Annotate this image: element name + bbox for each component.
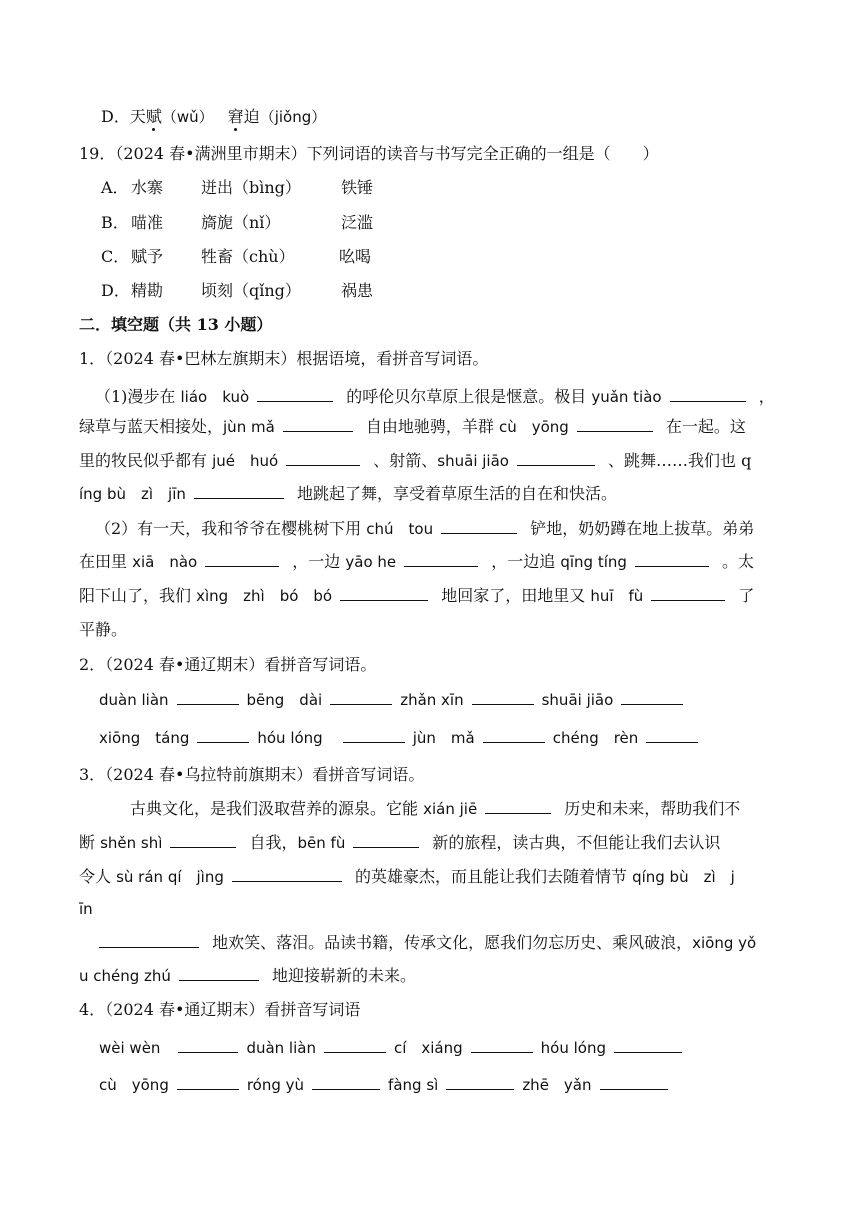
f3-line3 [79, 867, 735, 887]
text: 的呼伦贝尔草原上很是惬意。极目 [341, 387, 592, 406]
dotted-char: 窘 [227, 107, 244, 126]
option-word: 顷刻（qǐng） [201, 281, 301, 300]
answer-blank[interactable] [179, 966, 259, 981]
answer-blank[interactable] [197, 728, 249, 743]
q19-option-b [101, 213, 373, 233]
text: 自我， [244, 833, 298, 852]
f4-stem: 4．（2024 春•通辽期末）看拼音写词语 [79, 1000, 361, 1019]
text: ， [753, 387, 775, 406]
text: 、跳舞……我们也 q [602, 451, 752, 470]
answer-blank[interactable] [340, 586, 428, 601]
option-word: 赋予 [131, 247, 164, 266]
pinyin: qīng tíng [560, 553, 627, 571]
pinyin: shuāi jiāo [437, 452, 509, 470]
word-char: 迫 [243, 107, 260, 126]
f1-p1-line4 [79, 484, 617, 504]
pinyin: yāo he [345, 553, 397, 571]
pinyin: shěn shì [100, 834, 163, 852]
option-label: A． [101, 178, 129, 197]
q19-option-a [101, 178, 373, 198]
option-word: 喵准 [131, 213, 164, 232]
pinyin: róng yù [246, 1076, 305, 1094]
text: 地迎接崭新的未来。 [266, 966, 417, 985]
pinyin: yuǎn tiào [591, 388, 662, 406]
pinyin: liáo kuò [180, 388, 250, 406]
f1-p2-line2 [79, 552, 754, 572]
f1-p1-line1 [95, 387, 775, 407]
f3-line2 [79, 833, 720, 853]
option-word: 吆喝 [339, 247, 372, 266]
answer-blank[interactable] [517, 451, 595, 466]
option-word: 水寨 [131, 178, 164, 197]
text: 新的旅程，读古典，不但能让我们去认识 [427, 833, 721, 852]
pinyin: wèi wèn [99, 1039, 161, 1057]
dotted-char: 赋 [145, 107, 162, 126]
answer-blank[interactable] [194, 484, 284, 499]
pinyin: huī fù [590, 587, 644, 605]
f3-line4 [79, 899, 93, 919]
answer-blank[interactable] [621, 690, 683, 705]
option-word: 迸出（bìng） [201, 178, 301, 197]
pinyin: jùn mǎ [412, 729, 475, 747]
q19-stem: 19．（2024 春•满洲里市期末）下列词语的读音与书写完全正确的一组是（ ） [79, 144, 659, 163]
f2-stem: 2．（2024 春•通辽期末）看拼音写词语。 [79, 655, 377, 674]
option-word: 铁锤 [341, 178, 374, 197]
answer-blank[interactable] [472, 690, 534, 705]
pinyin: jué huó [212, 452, 279, 470]
option-word: 旖旎（nǐ） [201, 213, 281, 232]
f4-row1 [99, 1038, 690, 1058]
text: 的英雄豪杰，而且能让我们去随着情节 [349, 867, 633, 886]
pinyin: hóu lóng [257, 729, 323, 747]
text: 令人 [79, 867, 117, 886]
pinyin: chéng rèn [552, 729, 639, 747]
f1-p2-line1 [95, 519, 754, 539]
answer-blank[interactable] [312, 1075, 380, 1090]
option-word: 泛滥 [341, 213, 374, 232]
f1-stem: 1．（2024 春•巴林左旗期末）根据语境，看拼音写词语。 [79, 349, 489, 368]
pinyin: īn [79, 900, 93, 918]
answer-blank[interactable] [577, 417, 653, 432]
text: 、射箭、 [368, 451, 438, 470]
option-label: C． [101, 247, 130, 266]
pinyin: chú tou [366, 520, 434, 538]
answer-blank[interactable] [485, 799, 551, 814]
answer-blank[interactable] [232, 867, 342, 882]
pinyin: xiā nào [132, 553, 198, 571]
pinyin: （jiǒng） [259, 108, 327, 126]
f4-row2 [99, 1075, 676, 1095]
pinyin: u chéng zhú [79, 967, 171, 985]
pinyin: bēng dài [246, 691, 323, 709]
f2-row1 [99, 690, 691, 710]
text: ，一边追 [486, 552, 561, 571]
text: 铲地，奶奶蹲在地上拔草。弟弟 [525, 519, 755, 538]
f1-p1-line3 [79, 451, 751, 471]
answer-blank[interactable] [483, 728, 545, 743]
pinyin: zhē yǎn [522, 1076, 592, 1094]
text: 地跳起了舞，享受着草原生活的自在和快活。 [291, 484, 617, 503]
answer-blank[interactable] [614, 1038, 682, 1053]
answer-blank[interactable] [178, 1038, 238, 1053]
answer-blank[interactable] [670, 387, 746, 402]
q19-option-c [101, 247, 371, 267]
pinyin: sù rán qí jìng [116, 868, 224, 886]
pinyin: íng bù zì jīn [79, 485, 186, 503]
f3-stem: 3．（2024 春•乌拉特前旗期末）看拼音写词语。 [79, 765, 425, 784]
answer-blank[interactable] [441, 519, 517, 534]
section-title: 二．填空题（共 13 小题） [79, 315, 273, 334]
f3-line1 [130, 799, 740, 819]
answer-blank[interactable] [177, 690, 239, 705]
text: 断 [79, 833, 101, 852]
text: ，一边 [287, 552, 346, 571]
answer-blank[interactable] [646, 728, 698, 743]
f2-row2 [99, 728, 706, 748]
pinyin: xián jiē [423, 800, 478, 818]
text: 地回家了，田地里又 [436, 586, 591, 605]
answer-blank[interactable] [651, 586, 725, 601]
option-word: 祸患 [341, 281, 374, 300]
q19-option-d [101, 281, 373, 301]
text: 了 [733, 586, 755, 605]
option-label: D． [101, 281, 130, 300]
text: 里的牧民似乎都有 [79, 451, 213, 470]
pinyin: cí xiáng [393, 1039, 463, 1057]
answer-blank[interactable] [205, 552, 279, 567]
text: 古典文化，是我们汲取营养的源泉。它能 [130, 799, 424, 818]
answer-blank[interactable] [286, 451, 360, 466]
pinyin: shuāi jiāo [541, 691, 614, 709]
text: 历史和未来，帮助我们不 [559, 799, 741, 818]
f3-line6 [79, 966, 416, 986]
text: 绿草与蓝天相接处， [79, 417, 224, 436]
answer-blank[interactable] [170, 833, 236, 848]
pinyin: xìng zhì bó bó [196, 587, 333, 605]
text: 。太 [716, 552, 754, 571]
answer-blank[interactable] [177, 1075, 239, 1090]
pinyin: qíng bù zì j [632, 868, 735, 886]
answer-blank[interactable] [404, 552, 478, 567]
q18-option-d [101, 107, 326, 127]
pinyin: hóu lóng [540, 1039, 606, 1057]
word-char: 天 [129, 107, 146, 126]
pinyin: cù yōng [498, 418, 569, 436]
pinyin: jùn mǎ [223, 418, 275, 436]
f3-line5 [79, 933, 756, 953]
text: 在田里 [79, 552, 133, 571]
answer-blank[interactable] [99, 933, 199, 948]
pinyin: duàn liàn [246, 1039, 316, 1057]
pinyin: bēn fù [297, 834, 346, 852]
f1-p2-line3 [79, 586, 754, 606]
answer-blank[interactable] [324, 1038, 386, 1053]
pinyin: zhǎn xīn [400, 691, 464, 709]
pinyin: （wǔ） [161, 108, 214, 126]
answer-blank[interactable] [635, 552, 709, 567]
pinyin: xiōng táng [99, 729, 190, 747]
answer-blank[interactable] [283, 417, 353, 432]
text: 地欢笑、落泪。品读书籍，传承文化，愿我们勿忘历史、乘风破浪， [207, 933, 693, 952]
pinyin: duàn liàn [99, 691, 169, 709]
option-label: D． [101, 107, 130, 126]
pinyin: cù yōng [99, 1076, 169, 1094]
text: 自由地驰骋，羊群 [360, 417, 499, 436]
f1-p1-line2 [79, 417, 746, 437]
answer-blank[interactable] [353, 833, 419, 848]
option-word: 精勘 [131, 281, 164, 300]
answer-blank[interactable] [330, 690, 392, 705]
text: 阳下山了，我们 [79, 586, 197, 605]
pinyin: fàng sì [388, 1076, 439, 1094]
answer-blank[interactable] [600, 1075, 668, 1090]
text: （2）有一天，我和爷爷在樱桃树下用 [95, 519, 367, 538]
answer-blank[interactable] [446, 1075, 514, 1090]
pinyin: xiōng yǒ [692, 934, 757, 952]
answer-blank[interactable] [471, 1038, 533, 1053]
text: 在一起。这 [660, 417, 746, 436]
text: （1)漫步在 [95, 387, 181, 406]
answer-blank[interactable] [257, 387, 333, 402]
option-word: 牲畜（chù） [201, 247, 295, 266]
answer-blank[interactable] [343, 728, 405, 743]
f1-p2-line4: 平静。 [79, 620, 128, 639]
option-label: B． [101, 213, 129, 232]
